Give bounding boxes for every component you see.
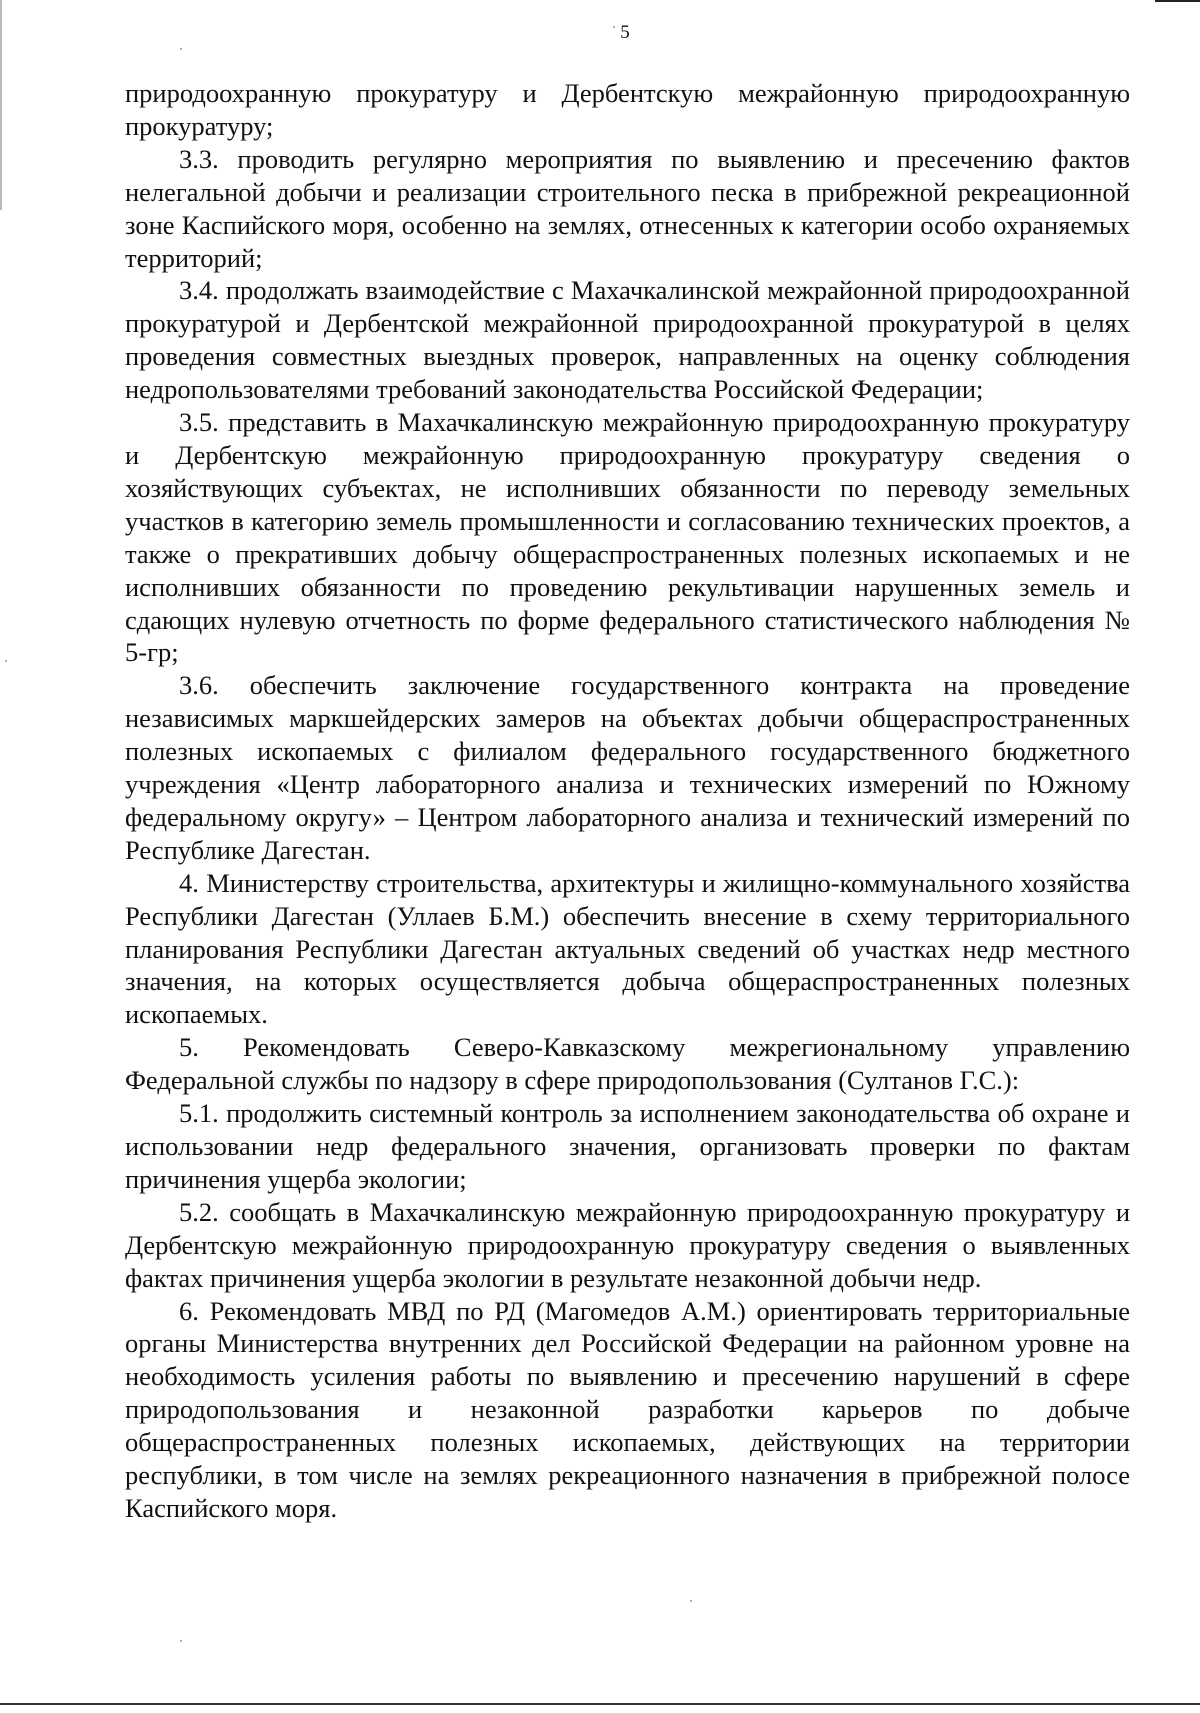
scan-edge-top — [1155, 0, 1200, 2]
paragraph-continuation: природоохранную прокуратуру и Дербентскую межрайонную природоохранную прокуратуру; — [125, 78, 1130, 141]
paragraph-5-1: 5.1. продолжить системный контроль за исполнением законодательства об охране и использовании недр федерального значения, организовать проверки по фактам причинения ущерба экологии; — [125, 1098, 1130, 1194]
paragraph-4: 4. Министерству строительства, архитектуры и жилищно-коммунального хозяйства Республики Дагестан (Уллаев Б.М.) обеспечить внесение в схему территориального планирования Республики Дагестан актуальных сведений об участках недр местного значения, на которых осуществляется добыча общераспространенных полезных ископаемых. — [125, 867, 1130, 1030]
scan-speck — [180, 48, 182, 50]
page-number: 5 — [620, 22, 630, 43]
paragraph-3-5: 3.5. представить в Махачкалинскую межрайонную природоохранную прокуратуру и Дербентскую межрайонную природоохранную прокуратуру сведения о хозяйствующих субъектах, не исполнивших обязанности по переводу земельных участков в категорию земель промышленности и согласованию технических проектов, а также о прекративших добычу общераспространенных полезных ископаемых и не исполнивших обязанности по проведению рекультивации нарушенных земель и сдающих нулевую отчетность по форме федерального статистического наблюдения № 5-гр; — [125, 407, 1130, 668]
scan-edge-bottom — [0, 1703, 1200, 1705]
document-body — [125, 77, 1130, 1525]
scan-speck — [5, 660, 7, 662]
paragraph-6: 6. Рекомендовать МВД по РД (Магомедов А.М.) ориентировать территориальные органы Министерства внутренних дел Российской Федерации на районном уровне на необходимость усиления работы по выявлению и пресечению нарушений в сфере природопользования и незаконной разработки карьеров по добыче общераспространенных полезных ископаемых, действующих на территории республики, в том числе на землях рекреационного назначения в прибрежной полосе Каспийского моря. — [125, 1295, 1130, 1523]
paragraph-5-2: 5.2. сообщать в Махачкалинскую межрайонную природоохранную прокуратуру и Дербентскую межрайонную природоохранную прокуратуру сведения о выявленных фактах причинения ущерба экологии в результате незаконной добычи недр. — [125, 1196, 1130, 1293]
paragraph-3-4: 3.4. продолжать взаимодействие с Махачкалинской межрайонной природоохранной прокуратурой и Дербентской межрайонной природоохранной прокуратурой в целях проведения совместных выездных проверок, направленных на оценку соблюдения недропользователями требований законодательства Российской Федерации; — [125, 275, 1130, 405]
paragraph-5: 5. Рекомендовать Северо-Кавказскому межрегиональному управлению Федеральной службы по надзору в сфере природопользования (Султанов Г.С.): — [125, 1032, 1130, 1096]
scan-speck — [690, 1600, 692, 1602]
paragraph-3-6: 3.6. обеспечить заключение государственного контракта на проведение независимых маркшейдерских замеров на объектах добычи общераспространенных полезных ископаемых с филиалом федерального государственного бюджетного учреждения «Центр лабораторного анализа и технических измерений по Южному федеральному округу» – Центром лабораторного анализа и технический измерений по Республике Дагестан. — [125, 670, 1130, 865]
paragraph-3-3: 3.3. проводить регулярно мероприятия по выявлению и пресечению фактов нелегальной добычи и реализации строительного песка в прибрежной рекреационной зоне Каспийского моря, особенно на землях, отнесенных к категории особо охраняемых территорий; — [125, 143, 1130, 273]
scan-speck — [180, 1640, 182, 1642]
